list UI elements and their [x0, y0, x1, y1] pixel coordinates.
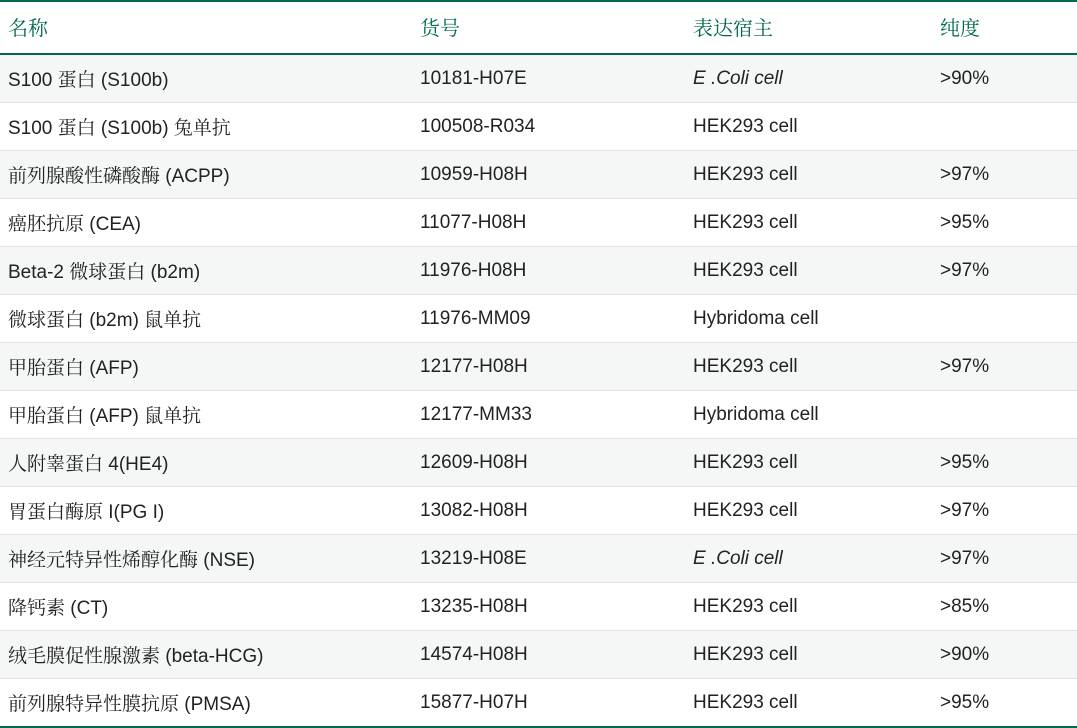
- cell-purity: >97%: [932, 247, 1077, 295]
- cell-expression-host: HEK293 cell: [685, 151, 932, 199]
- cell-expression-host: Hybridoma cell: [685, 295, 932, 343]
- cell-name: 降钙素 (CT): [0, 583, 412, 631]
- cell-name: 前列腺特异性膜抗原 (PMSA): [0, 679, 412, 728]
- table-body: [0, 54, 1077, 727]
- cell-purity: >85%: [932, 583, 1077, 631]
- cell-catalog-number: 13235-H08H: [412, 583, 685, 631]
- column-header-purity: 纯度: [932, 1, 1077, 54]
- cell-name: 绒毛膜促性腺激素 (beta-HCG): [0, 631, 412, 679]
- cell-catalog-number: 13082-H08H: [412, 487, 685, 535]
- table-row: [0, 54, 1077, 103]
- cell-purity: >95%: [932, 439, 1077, 487]
- table-row: [0, 247, 1077, 295]
- table-row: [0, 391, 1077, 439]
- table-row: [0, 535, 1077, 583]
- cell-name: 人附睾蛋白 4(HE4): [0, 439, 412, 487]
- cell-catalog-number: 10959-H08H: [412, 151, 685, 199]
- table-row: [0, 199, 1077, 247]
- cell-catalog-number: 13219-H08E: [412, 535, 685, 583]
- cell-catalog-number: 15877-H07H: [412, 679, 685, 728]
- table-header-row: [0, 1, 1077, 54]
- table-row: [0, 679, 1077, 728]
- cell-name: 甲胎蛋白 (AFP): [0, 343, 412, 391]
- cell-purity: >97%: [932, 343, 1077, 391]
- cell-purity: >97%: [932, 487, 1077, 535]
- cell-purity: [932, 391, 1077, 439]
- table-row: [0, 103, 1077, 151]
- cell-expression-host: HEK293 cell: [685, 631, 932, 679]
- table-row: [0, 151, 1077, 199]
- cell-catalog-number: 12609-H08H: [412, 439, 685, 487]
- cell-name: 微球蛋白 (b2m) 鼠单抗: [0, 295, 412, 343]
- cell-catalog-number: 11976-MM09: [412, 295, 685, 343]
- cell-name: 胃蛋白酶原 I(PG I): [0, 487, 412, 535]
- table-header: [0, 1, 1077, 54]
- column-header-cat: 货号: [412, 1, 685, 54]
- column-header-name: 名称: [0, 1, 412, 54]
- cell-expression-host: HEK293 cell: [685, 103, 932, 151]
- cell-expression-host: HEK293 cell: [685, 679, 932, 728]
- cell-purity: >90%: [932, 54, 1077, 103]
- table-row: [0, 295, 1077, 343]
- cell-expression-host: E .Coli cell: [685, 535, 932, 583]
- table-row: [0, 631, 1077, 679]
- cell-expression-host: HEK293 cell: [685, 583, 932, 631]
- cell-name: S100 蛋白 (S100b): [0, 54, 412, 103]
- cell-catalog-number: 11976-H08H: [412, 247, 685, 295]
- cell-expression-host: HEK293 cell: [685, 487, 932, 535]
- cell-catalog-number: 12177-MM33: [412, 391, 685, 439]
- table-row: [0, 487, 1077, 535]
- cell-expression-host: HEK293 cell: [685, 247, 932, 295]
- cell-name: Beta-2 微球蛋白 (b2m): [0, 247, 412, 295]
- cell-expression-host: HEK293 cell: [685, 343, 932, 391]
- cell-catalog-number: 10181-H07E: [412, 54, 685, 103]
- column-header-host: 表达宿主: [685, 1, 932, 54]
- cell-name: S100 蛋白 (S100b) 兔单抗: [0, 103, 412, 151]
- cell-purity: >95%: [932, 679, 1077, 728]
- cell-catalog-number: 14574-H08H: [412, 631, 685, 679]
- table-row: [0, 439, 1077, 487]
- cell-purity: >97%: [932, 151, 1077, 199]
- cell-purity: >97%: [932, 535, 1077, 583]
- cell-catalog-number: 11077-H08H: [412, 199, 685, 247]
- cell-purity: [932, 103, 1077, 151]
- cell-purity: [932, 295, 1077, 343]
- cell-expression-host: Hybridoma cell: [685, 391, 932, 439]
- cell-expression-host: HEK293 cell: [685, 439, 932, 487]
- table-row: [0, 583, 1077, 631]
- cell-name: 甲胎蛋白 (AFP) 鼠单抗: [0, 391, 412, 439]
- cell-catalog-number: 12177-H08H: [412, 343, 685, 391]
- cell-catalog-number: 100508-R034: [412, 103, 685, 151]
- cell-name: 神经元特异性烯醇化酶 (NSE): [0, 535, 412, 583]
- cell-expression-host: HEK293 cell: [685, 199, 932, 247]
- cell-purity: >95%: [932, 199, 1077, 247]
- cell-expression-host: E .Coli cell: [685, 54, 932, 103]
- cell-name: 癌胚抗原 (CEA): [0, 199, 412, 247]
- table-row: [0, 343, 1077, 391]
- cell-name: 前列腺酸性磷酸酶 (ACPP): [0, 151, 412, 199]
- cell-purity: >90%: [932, 631, 1077, 679]
